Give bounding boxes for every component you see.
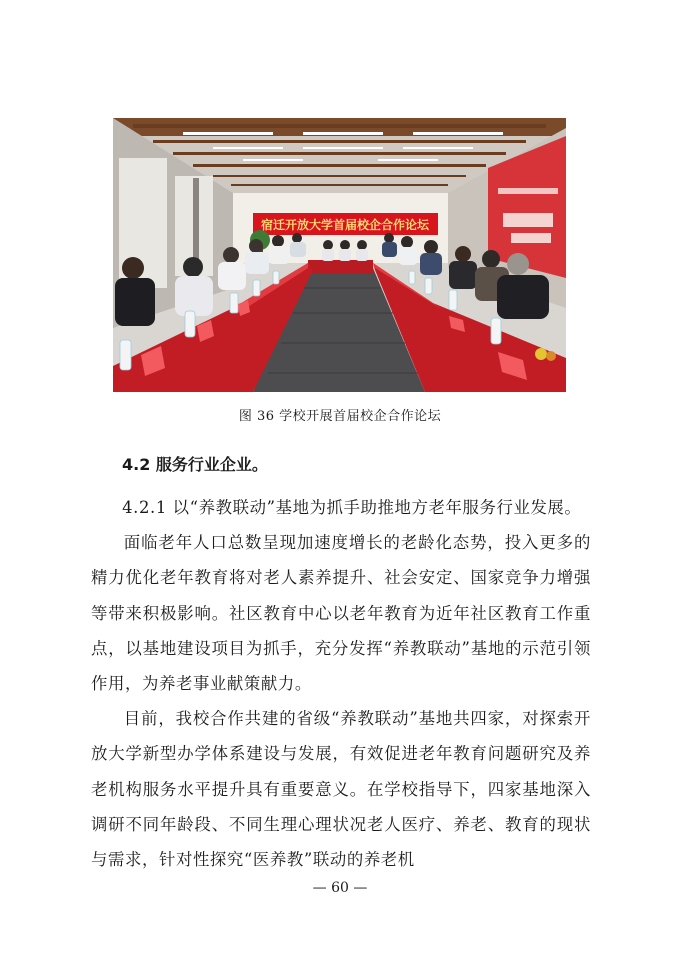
page-number: — 60 — — [312, 880, 368, 896]
banner-text: 宿迁开放大学首届校企合作论坛 — [260, 218, 430, 232]
subsection-heading: 4.2.1 以“养教联动”基地为抓手助推地方老年服务行业发展。 — [122, 498, 582, 517]
body-text — [91, 490, 591, 877]
figure-caption: 图 36 学校开展首届校企合作论坛 — [238, 409, 442, 424]
section-heading: 4.2 服务行业企业。 — [122, 455, 268, 474]
conference-photo — [113, 118, 566, 392]
paragraph: 目前，我校合作共建的省级“养教联动”基地共四家，对探索开放大学新型办学体系建设与发展，有效促进老年教育问题研究及养老机构服务水平提升具有重要意义。在学校指导下，四家基地深入调研不同年龄段、不同生理心理状况老人医疗、养老、教育的现状与需求，针对性探究“医养教”联动的养老机 — [91, 709, 591, 870]
paragraph: 面临老年人口总数呈现加速度增长的老龄化态势，投入更多的精力优化老年教育将对老人素养提升、社会安定、国家竞争力增强等带来积极影响。社区教育中心以老年教育为近年社区教育工作重点，以基地建设项目为抓手，充分发挥“养教联动”基地的示范引领作用，为养老事业献策献力。 — [91, 533, 591, 694]
